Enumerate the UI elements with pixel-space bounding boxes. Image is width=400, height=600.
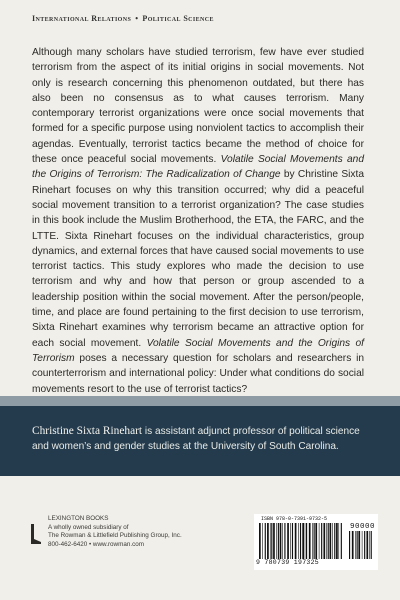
publisher-name: LEXINGTON BOOKS	[48, 515, 109, 522]
publisher-line-1: A wholly owned subsidiary of	[48, 523, 129, 531]
barcode-bar	[284, 523, 285, 559]
barcode-bar	[332, 523, 333, 559]
book-title-italic: Volatile Social Movements and the Origins of Terrorism: The Radicalization of Change	[32, 154, 364, 181]
barcode-bar	[290, 523, 291, 559]
publisher-text	[48, 515, 182, 549]
author-name: Christine Sixta Rinehart	[32, 425, 143, 437]
barcode-bar	[330, 523, 332, 559]
barcode-bar	[292, 523, 293, 559]
barcode-bar	[295, 523, 297, 559]
barcode-bar	[276, 523, 277, 559]
barcode-bar	[282, 523, 283, 559]
barcode-bar	[315, 523, 317, 559]
barcode-bar	[358, 531, 360, 559]
barcode-bar	[362, 531, 363, 559]
category-political-science: Political Science	[142, 14, 214, 23]
barcode-bar	[326, 523, 327, 559]
barcode-bar	[271, 523, 272, 559]
barcode-bar	[302, 523, 304, 559]
barcode-bar	[364, 531, 365, 559]
barcode-bar	[309, 523, 311, 559]
barcode-bar	[371, 531, 372, 559]
description-text-2: by Christine Sixta Rinehart focuses on why this transition occurred; why did a peaceful social movement transition to a terrorist organization? The case studies in this book include the Muslim Brotherhood, the ETA, the FARC, and the LTTE. Sixta Rinehart focuses on the individual characteristics, group dynamics, and external forces that have caused social movements to use terrorist tactics. This study explores who made the decision to use terrorism and why and how that person or group ascended to a leadership position within the social movement. After the person/people, time, and place are found pertaining to the first decision to use terrorism, Sixta Rinehart examines why terrorism became an attractive option for each social movement.	[32, 169, 364, 349]
isbn-label: ISBN 978-0-7391-9732-5	[261, 516, 328, 522]
barcode-bar	[355, 531, 356, 559]
description-text-3: poses a necessary question for scholars and researchers in counterterrorism and international policy: Under what conditions do social movements resort to the use of terrorist tactics?	[32, 352, 364, 395]
divider-stripe	[0, 396, 400, 406]
barcode-bar	[273, 523, 275, 559]
barcode-bar	[280, 523, 282, 559]
barcode-bar	[336, 523, 338, 559]
barcode-bar	[349, 531, 350, 559]
barcode-bar	[267, 523, 269, 559]
barcode-bar	[366, 531, 368, 559]
category-separator: •	[135, 14, 139, 23]
publisher-line-2: The Rowman & Littlefield Publishing Group, Inc.	[48, 532, 182, 539]
barcode-box	[254, 514, 378, 570]
book-title-short-italic: Volatile Social Movements and the Origins of Terrorism	[32, 337, 364, 364]
barcode-bar	[259, 523, 261, 559]
ean-barcode	[258, 523, 344, 559]
description-paragraph	[32, 45, 364, 397]
barcode-bar	[278, 523, 279, 559]
barcode-bar	[306, 523, 307, 559]
ean-digits: 9 780739 197325	[256, 559, 320, 566]
barcode-bar	[287, 523, 289, 559]
barcode-bar	[338, 523, 339, 559]
barcode-bar	[357, 531, 358, 559]
barcode-bar	[341, 523, 342, 559]
book-description	[32, 45, 364, 397]
price-code: 90000	[350, 523, 376, 531]
barcode-bar	[369, 531, 370, 559]
price-addon-barcode	[348, 531, 374, 559]
barcode-bar	[300, 523, 301, 559]
category-header	[32, 14, 214, 23]
barcode-bar	[298, 523, 299, 559]
lexington-books-logo-icon	[30, 523, 43, 545]
barcode-bar	[305, 523, 306, 559]
barcode-bar	[312, 523, 313, 559]
barcode-bar	[334, 523, 335, 559]
barcode-bar	[321, 523, 322, 559]
publisher-block	[30, 515, 250, 575]
barcode-bar	[270, 523, 271, 559]
barcode-bar	[262, 523, 263, 559]
category-international-relations: International Relations	[32, 14, 132, 23]
publisher-contact: 800-462-6420 • www.rowman.com	[48, 540, 145, 548]
barcode-bar	[319, 523, 320, 559]
author-bio	[32, 424, 370, 454]
barcode-bar	[265, 523, 266, 559]
barcode-bar	[314, 523, 315, 559]
description-text-1: Although many scholars have studied terrorism, few have ever studied terrorism from the aspect of its initial origins in social movements. Not only is research concerning this phenomenon outdated, but there has also been no consensus as to what causes terrorism. Many contemporary terrorist organizations were once social movements that formed for a specific purpose using nonviolent tactics to accomplish their agendas. Eventually, terrorist tactics became the method of choice for these once peaceful social movements.	[32, 47, 364, 166]
barcode-bar	[352, 531, 354, 559]
author-bio-text: is assistant adjunct professor of political science and women’s and gender studies at the University of South Carolina.	[32, 426, 360, 452]
barcode-bar	[328, 523, 329, 559]
barcode-bar	[323, 523, 325, 559]
